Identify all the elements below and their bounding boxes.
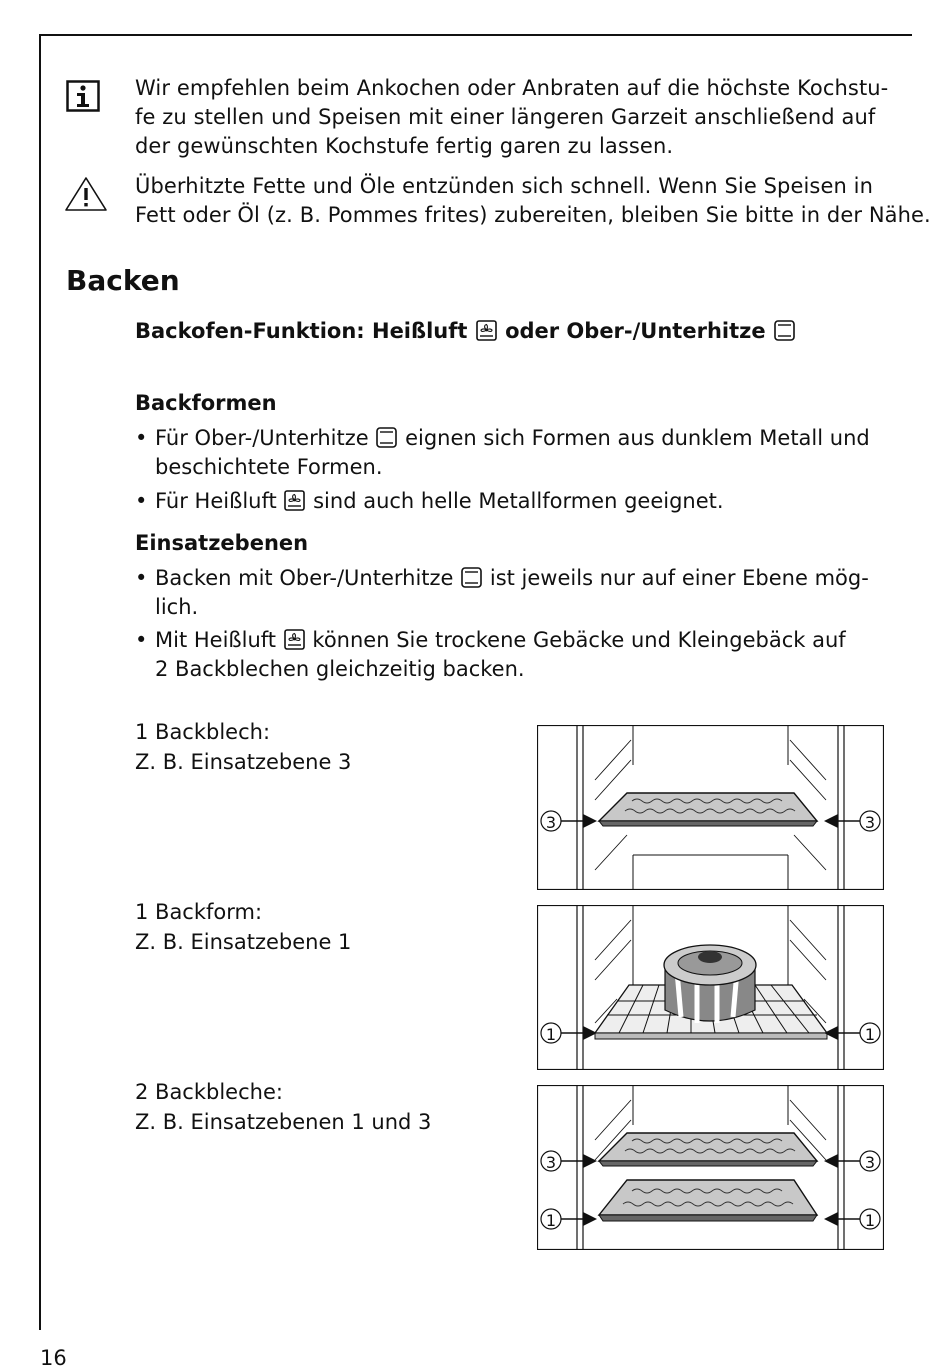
oven-diagram-two-trays-levels-1-3 bbox=[537, 1085, 884, 1250]
warning-text: Überhitzte Fette und Öle entzünden sich schnell. Wenn Sie Speisen in Fett oder Öl (z. B. Pommes frites) zubereiten, bleiben Sie bitte in der Nähe. bbox=[135, 174, 931, 227]
example-caption-1: 1 Backblech: Z. B. Einsatzebene 3 bbox=[135, 720, 352, 774]
info-icon bbox=[66, 80, 100, 112]
top-bottom-heat-icon bbox=[774, 320, 795, 341]
warning-triangle-icon bbox=[64, 176, 108, 212]
example-caption-2: 1 Backform: Z. B. Einsatzebene 1 bbox=[135, 900, 352, 954]
top-bottom-heat-icon bbox=[376, 427, 397, 448]
oven-diagram-tray-level-3 bbox=[537, 725, 884, 890]
top-bottom-heat-icon bbox=[461, 567, 482, 588]
page-number: 16 bbox=[40, 1346, 67, 1370]
example-caption-3: 2 Backbleche: Z. B. Einsatzebenen 1 und 3 bbox=[135, 1080, 432, 1134]
level-label-right: 3 bbox=[864, 813, 876, 832]
list-item: • Für Heißluft sind auch helle Metallformen geeignet. bbox=[135, 489, 724, 513]
hot-air-icon bbox=[284, 629, 305, 650]
level-label-right: 1 bbox=[864, 1025, 876, 1044]
list-item: • Für Ober-/Unterhitze eignen sich Formen aus dunklem Metall und beschichtete Formen. bbox=[135, 426, 870, 479]
level-label-left: 1 bbox=[545, 1025, 557, 1044]
level-label-right-upper: 3 bbox=[864, 1153, 876, 1172]
frame-left-rule bbox=[39, 34, 41, 1330]
section-title: Backen bbox=[66, 264, 180, 297]
level-label-right-lower: 1 bbox=[864, 1211, 876, 1230]
level-label-left-lower: 1 bbox=[545, 1211, 557, 1230]
frame-top-rule bbox=[39, 34, 912, 36]
hot-air-icon bbox=[476, 320, 497, 341]
note-text: Wir empfehlen beim Ankochen oder Anbraten auf die höchste Kochstu- fe zu stellen und Speisen mit einer längeren Garzeit anschließend auf der gewünschten Kochstufe fertig garen zu lassen. bbox=[135, 76, 889, 158]
level-label-left-upper: 3 bbox=[545, 1153, 557, 1172]
oven-diagram-form-level-1 bbox=[537, 905, 884, 1070]
list-item: • Backen mit Ober-/Unterhitze ist jeweils nur auf einer Ebene mög- lich. bbox=[135, 566, 869, 619]
list-item: • Mit Heißluft können Sie trockene Gebäcke und Kleingebäck auf 2 Backblechen gleichzeitig backen. bbox=[135, 628, 846, 681]
backformen-title: Backformen bbox=[135, 391, 277, 415]
level-label-left: 3 bbox=[545, 813, 557, 832]
einsatzebenen-title: Einsatzebenen bbox=[135, 531, 309, 555]
oven-function-line: Backofen-Funktion: Heißluft oder Ober-/Unterhitze bbox=[135, 319, 796, 343]
hot-air-icon bbox=[284, 490, 305, 511]
